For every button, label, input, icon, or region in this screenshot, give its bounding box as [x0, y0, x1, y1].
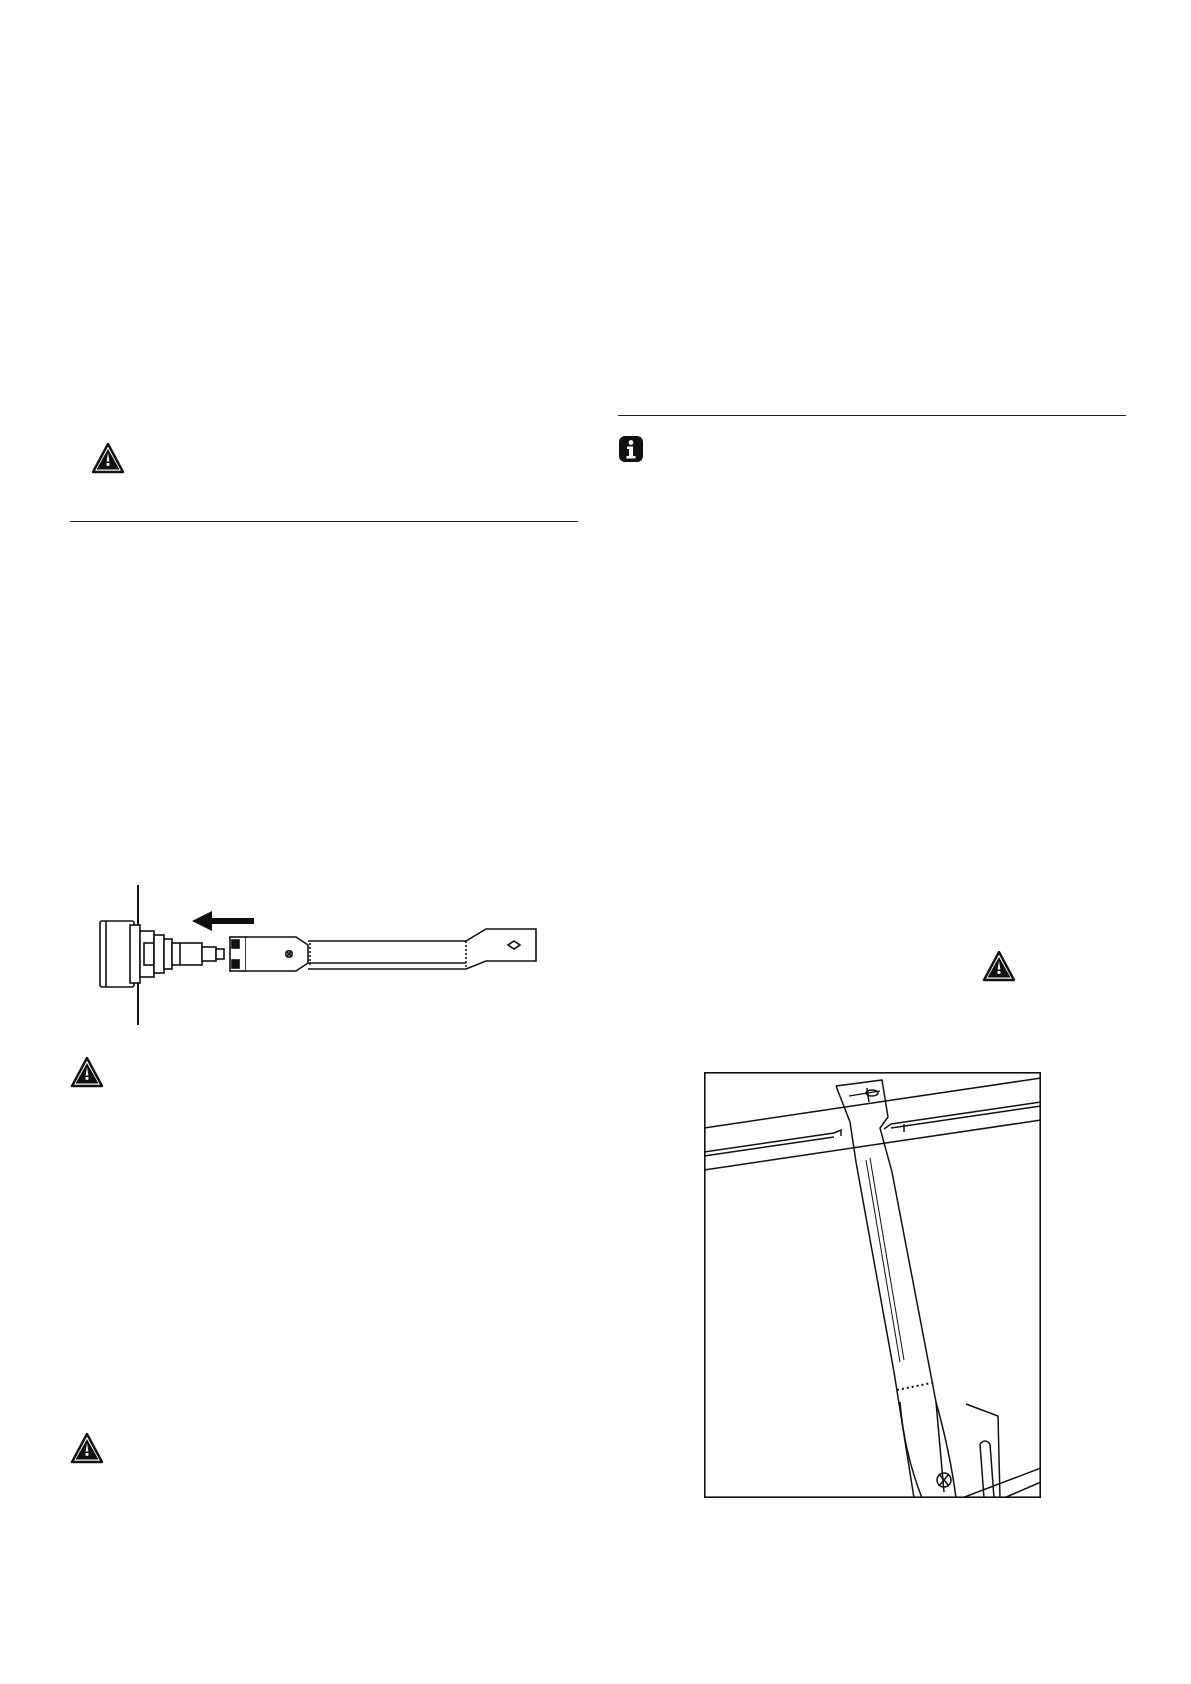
info-icon [618, 435, 644, 463]
burner-installed-view-illustration [704, 1072, 1041, 1498]
warning-icon [982, 950, 1016, 982]
warning-icon [70, 1056, 104, 1088]
burner-side-view-illustration [96, 885, 546, 1025]
section-divider-left [70, 521, 578, 522]
warning-icon [70, 1432, 104, 1464]
warning-icon [91, 442, 125, 474]
section-divider-right [618, 415, 1126, 416]
